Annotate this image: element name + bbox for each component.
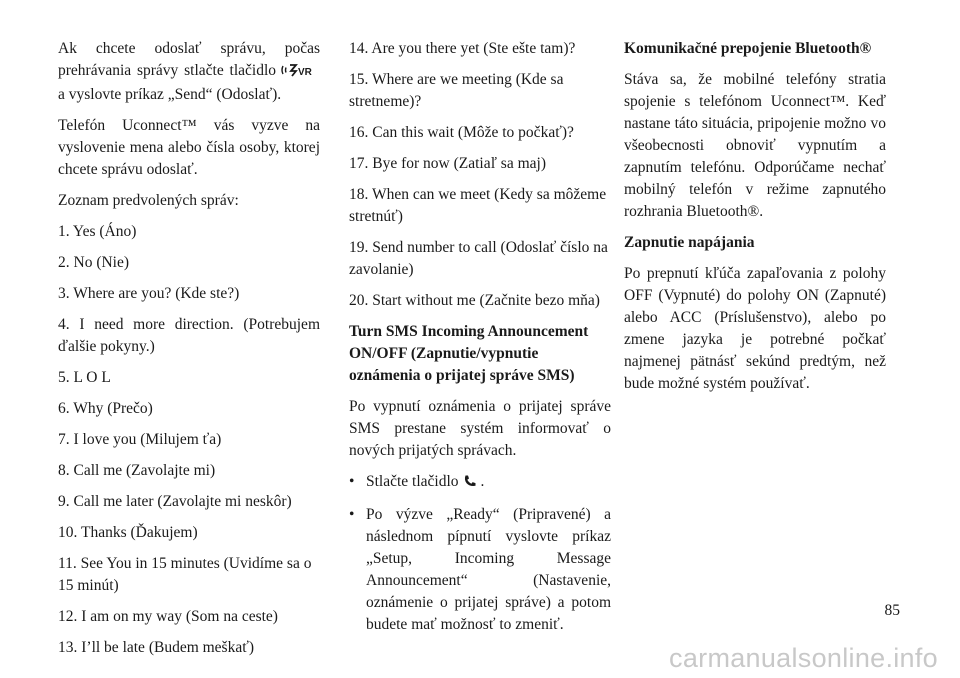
list-item: 6. Why (Prečo) (58, 400, 153, 417)
list-item: 13. I’ll be late (Budem meškať) (58, 639, 255, 656)
list-item: 1. Yes (Áno) (58, 223, 137, 240)
page-number: 85 (884, 602, 900, 619)
middle-column (349, 38, 611, 645)
list-item: 16. Can this wait (Môže to počkať)? (349, 124, 574, 141)
intro-paragraph: Ak chcete odoslať správu, počas prehrávania správy stlačte tlačidlo VR a vyslovte príkaz „Send“ (Odoslať). (58, 40, 320, 103)
list-item: 3. Where are you? (Kde ste?) (58, 285, 240, 302)
power-up-paragraph: Po prepnutí kľúča zapaľovania z polohy OFF (Vypnuté) do polohy ON (Zapnuté) alebo ACC (Príslušenstvo), alebo po zmene jazyka je potrebné počkať najmenej pätnásť sekúnd predtým, než bude možné systém používať. (624, 265, 886, 392)
list-item: 9. Call me later (Zavolajte mi neskôr) (58, 493, 292, 510)
phone-icon (463, 473, 477, 495)
section-heading-power-up: Zapnutie napájania (624, 234, 755, 251)
list-item: 19. Send number to call (Odoslať číslo na zavolanie) (349, 239, 608, 278)
list-item: 12. I am on my way (Som na ceste) (58, 608, 278, 625)
list-item: 18. When can we meet (Kedy sa môžeme stretnúť) (349, 186, 607, 225)
sms-announcement-paragraph: Po vypnutí oznámenia o prijatej správe SMS prestane systém informovať o nových prijatých správach. (349, 398, 611, 459)
list-item: 7. I love you (Milujem ťa) (58, 431, 222, 448)
list-item: 11. See You in 15 minutes (Uvidíme sa o 15 minút) (58, 555, 312, 594)
list-item: 4. I need more direction. (Potrebujem ďalšie pokyny.) (58, 316, 320, 355)
list-intro: Zoznam predvolených správ: (58, 192, 239, 209)
list-item: 17. Bye for now (Zatiaľ sa maj) (349, 155, 546, 172)
list-item: 2. No (Nie) (58, 254, 130, 271)
section-heading-sms-announcement: Turn SMS Incoming Announcement ON/OFF (Zapnutie/vypnutie oznámenia o prijatej správe SMS) (349, 323, 589, 384)
svg-text:VR: VR (298, 67, 312, 77)
list-item: 5. L O L (58, 369, 111, 386)
bullet-item: • Po výzve „Ready“ (Pripravené) a následnom pípnutí vyslovte príkaz „Setup, Incoming Message Announcement“ (Nastavenie, oznámenie o prijatej správe) a potom budete mať možnosť to zmeniť. (349, 504, 611, 636)
left-column (58, 38, 320, 668)
right-column (624, 38, 886, 404)
prompt-paragraph: Telefón Uconnect™ vás vyzve na vyslovenie mena alebo čísla osoby, ktorej chcete správu odoslať. (58, 117, 320, 178)
section-heading-bluetooth: Komunikačné prepojenie Bluetooth® (624, 40, 872, 57)
list-item: 14. Are you there yet (Ste ešte tam)? (349, 40, 576, 57)
bullet-item: • Stlačte tlačidlo . (349, 471, 611, 495)
bullet-dot: • (349, 473, 355, 490)
bullet-dot: • (349, 506, 355, 523)
bluetooth-paragraph: Stáva sa, že mobilné telefóny stratia spojenie s telefónom Uconnect™. Keď nastane táto situácia, pripojenie možno vo všeobecnosti obnoviť vypnutím a zapnutím telefónu. Odporúčame nechať mobilný telefón v režime zapnutého rozhrania Bluetooth®. (624, 71, 886, 220)
list-item: 8. Call me (Zavolajte mi) (58, 462, 216, 479)
voice-command-icon (280, 62, 316, 84)
watermark: carmanualsonline.info (669, 643, 938, 673)
list-item: 10. Thanks (Ďakujem) (58, 524, 198, 541)
list-item: 20. Start without me (Začnite bezo mňa) (349, 292, 600, 309)
list-item: 15. Where are we meeting (Kde sa stretneme)? (349, 71, 564, 110)
